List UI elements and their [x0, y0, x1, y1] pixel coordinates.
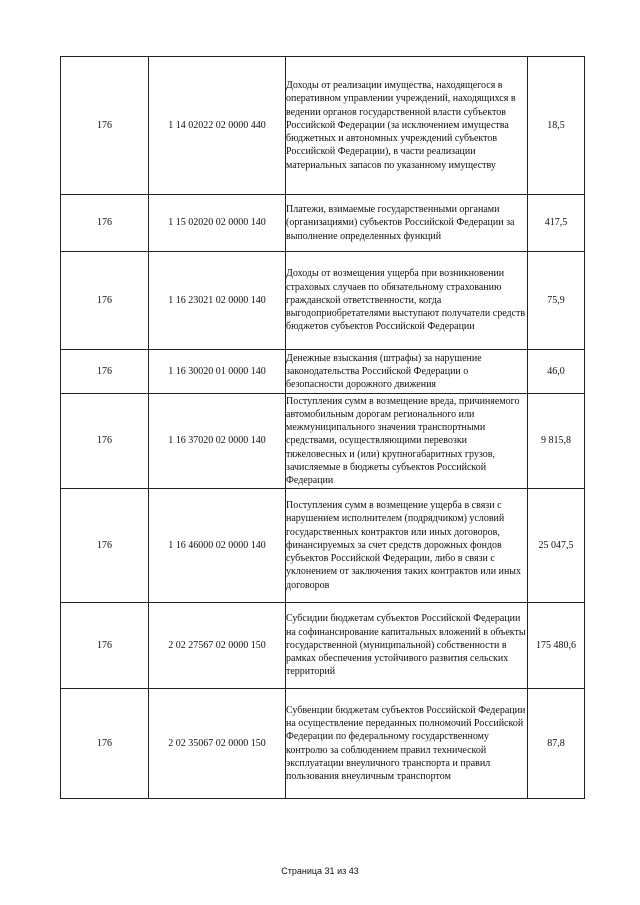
amount-cell: 46,0 — [528, 350, 585, 394]
budget-classification-code-cell: 2 02 27567 02 0000 150 — [149, 603, 286, 689]
amount-cell: 18,5 — [528, 57, 585, 195]
revenue-description-cell: Платежи, взимаемые государственными органами (организациями) субъектов Российской Федерации за выполнение определенных функций — [286, 195, 528, 252]
amount-cell: 9 815,8 — [528, 394, 585, 489]
table-row — [61, 195, 585, 252]
amount-cell: 25 047,5 — [528, 489, 585, 603]
admin-code-cell: 176 — [61, 252, 149, 350]
table-row — [61, 252, 585, 350]
amount-cell: 75,9 — [528, 252, 585, 350]
budget-classification-code-cell: 1 14 02022 02 0000 440 — [149, 57, 286, 195]
admin-code-cell: 176 — [61, 57, 149, 195]
budget-classification-code-cell: 1 16 23021 02 0000 140 — [149, 252, 286, 350]
revenue-description-cell: Субсидии бюджетам субъектов Российской Федерации на софинансирование капитальных вложений в объекты государственной (муниципальной) собственности в рамках обеспечения устойчивого развития сельских территорий — [286, 603, 528, 689]
budget-classification-code-cell: 1 15 02020 02 0000 140 — [149, 195, 286, 252]
budget-classification-code-cell: 2 02 35067 02 0000 150 — [149, 689, 286, 799]
admin-code-cell: 176 — [61, 603, 149, 689]
budget-classification-code-cell: 1 16 37020 02 0000 140 — [149, 394, 286, 489]
table-row — [61, 689, 585, 799]
budget-classification-code-cell: 1 16 46000 02 0000 140 — [149, 489, 286, 603]
revenue-description-cell: Субвенции бюджетам субъектов Российской Федерации на осуществление переданных полномочий Российской Федерации по федеральному государственному контролю за соблюдением правил технической эксплуатации внеуличного транспорта и правил пользования внеуличным транспортом — [286, 689, 528, 799]
amount-cell: 87,8 — [528, 689, 585, 799]
table-row — [61, 394, 585, 489]
budget-classification-code-cell: 1 16 30020 01 0000 140 — [149, 350, 286, 394]
admin-code-cell: 176 — [61, 689, 149, 799]
admin-code-cell: 176 — [61, 394, 149, 489]
admin-code-cell: 176 — [61, 195, 149, 252]
table-row — [61, 350, 585, 394]
table-row — [61, 489, 585, 603]
amount-cell: 175 480,6 — [528, 603, 585, 689]
revenue-description-cell: Доходы от реализации имущества, находящегося в оперативном управлении учреждений, находящихся в ведении органов государственной власти субъектов Российской Федерации (за исключением имущества бюджетных и автономных учреждений субъектов Российской Федерации), в части реализации материальных запасов по указанному имуществу — [286, 57, 528, 195]
revenue-description-cell: Поступления сумм в возмещение ущерба в связи с нарушением исполнителем (подрядчиком) условий государственных контрактов или иных договоров, финансируемых за счет средств дорожных фондов субъектов Российской Федерации, либо в связи с уклонением от заключения таких контрактов или иных договоров — [286, 489, 528, 603]
revenue-table — [60, 56, 585, 799]
admin-code-cell: 176 — [61, 489, 149, 603]
table-row — [61, 57, 585, 195]
revenue-description-cell: Поступления сумм в возмещение вреда, причиняемого автомобильным дорогам регионального или межмуниципального значения транспортными средствами, осуществляющими перевозки тяжеловесных и (или) крупногабаритных грузов, зачисляемые в бюджеты субъектов Российской Федерации — [286, 394, 528, 489]
amount-cell: 417,5 — [528, 195, 585, 252]
revenue-description-cell: Доходы от возмещения ущерба при возникновении страховых случаев по обязательному страхованию гражданской ответственности, когда выгодоприобретателями выступают получатели средств бюджетов субъектов Российской Федерации — [286, 252, 528, 350]
page-number: Страница 31 из 43 — [281, 866, 359, 876]
revenue-description-cell: Денежные взыскания (штрафы) за нарушение законодательства Российской Федерации о безопасности дорожного движения — [286, 350, 528, 394]
table-row — [61, 603, 585, 689]
admin-code-cell: 176 — [61, 350, 149, 394]
